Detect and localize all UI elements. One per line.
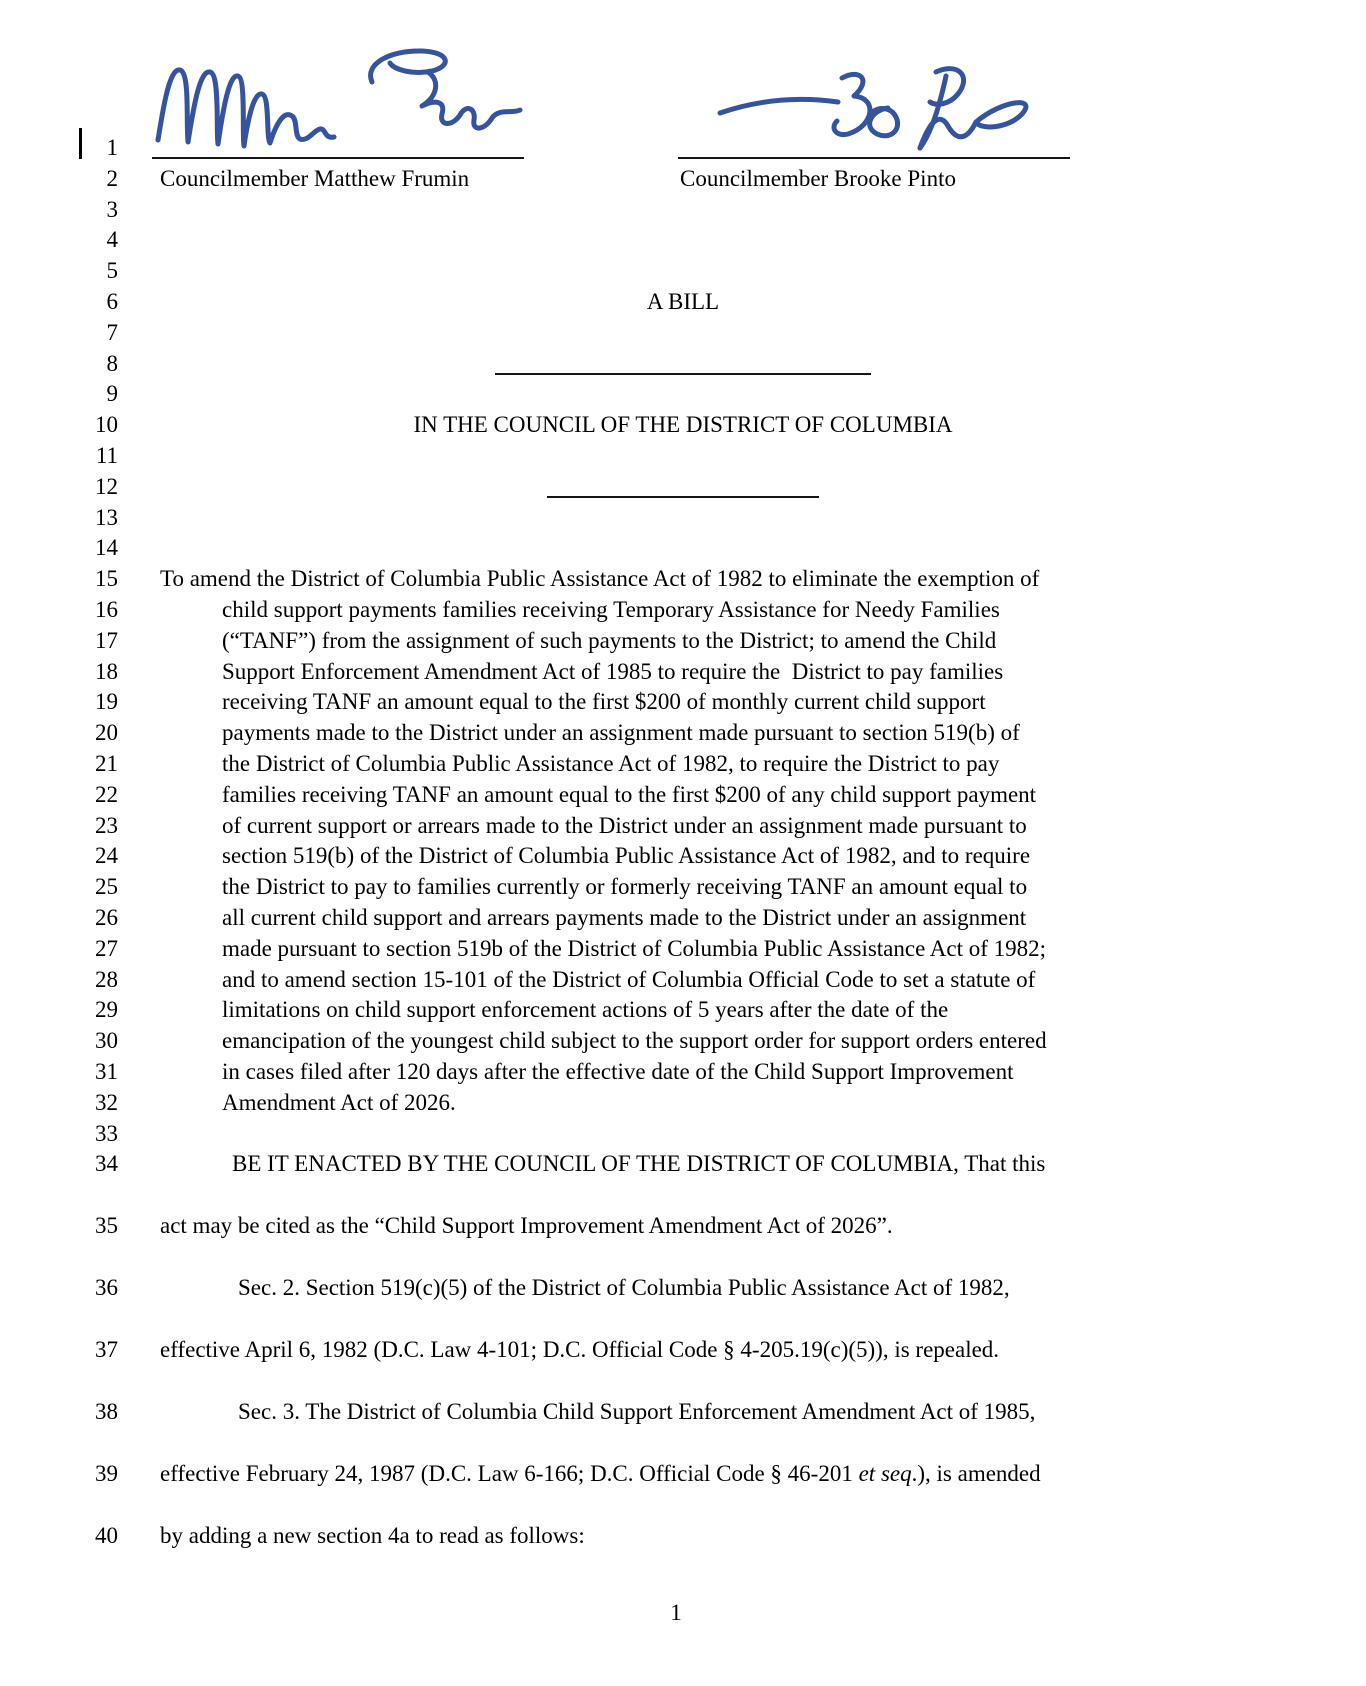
line-row-28 xyxy=(0,965,1366,996)
line-row-29 xyxy=(0,995,1366,1026)
line-number: 38 xyxy=(95,1399,118,1425)
body-text: .), is amended xyxy=(911,1461,1041,1487)
line-content: BE IT ENACTED BY THE COUNCIL OF THE DISTRICT OF COLUMBIA, That this xyxy=(232,1151,1046,1177)
line-content: Sec. 3. The District of Columbia Child Support Enforcement Amendment Act of 1985, xyxy=(238,1399,1036,1425)
line-row-15 xyxy=(0,564,1366,595)
line-content: Sec. 2. Section 519(c)(5) of the District of Columbia Public Assistance Act of 1982, xyxy=(238,1275,1010,1301)
line-number: 27 xyxy=(95,935,118,961)
line-content xyxy=(160,318,1206,349)
line-number: 25 xyxy=(95,874,118,900)
line-content: act may be cited as the “Child Support Improvement Amendment Act of 2026”. xyxy=(160,1213,893,1239)
line-number: 35 xyxy=(95,1213,118,1239)
line-content: To amend the District of Columbia Public Assistance Act of 1982 to eliminate the exemption of xyxy=(160,566,1040,592)
line-content: the District to pay to families currently or formerly receiving TANF an amount equal to xyxy=(222,874,1028,900)
line-number: 14 xyxy=(95,535,118,561)
line-row-23 xyxy=(0,811,1366,842)
line-content: receiving TANF an amount equal to the first $200 of monthly current child support xyxy=(222,689,986,715)
line-row-12 xyxy=(0,472,1366,503)
body-text: effective February 24, 1987 (D.C. Law 6-166; D.C. Official Code § 46-201 xyxy=(160,1461,859,1487)
page-number: 1 xyxy=(670,1600,682,1625)
line-row-30 xyxy=(0,1026,1366,1057)
line-content xyxy=(160,1459,1206,1490)
line-number: 8 xyxy=(106,350,118,376)
line-number: 12 xyxy=(95,473,118,499)
line-row-34 xyxy=(0,1149,1366,1180)
line-number: 7 xyxy=(106,319,118,345)
signature-rule-left xyxy=(152,157,524,159)
line-content xyxy=(160,133,1206,164)
line-content xyxy=(160,1119,1206,1150)
line-number: 40 xyxy=(95,1523,118,1549)
line-content: families receiving TANF an amount equal to the first $200 of any child support payment xyxy=(222,781,1037,807)
line-number: 31 xyxy=(95,1058,118,1084)
line-row-21 xyxy=(0,749,1366,780)
line-number: 10 xyxy=(95,412,118,438)
line-number: 39 xyxy=(95,1461,118,1487)
line-row-24 xyxy=(0,841,1366,872)
line-row-27 xyxy=(0,934,1366,965)
line-number: 4 xyxy=(106,227,118,253)
line-row-14 xyxy=(0,533,1366,564)
blank-rule xyxy=(547,496,819,498)
line-number: 24 xyxy=(95,843,118,869)
line-content: made pursuant to section 519b of the District of Columbia Public Assistance Act of 1982; xyxy=(222,935,1047,961)
line-row-4 xyxy=(0,225,1366,256)
line-content xyxy=(160,379,1206,410)
centered-heading: IN THE COUNCIL OF THE DISTRICT OF COLUMBIA xyxy=(413,412,953,438)
line-number: 11 xyxy=(95,442,118,468)
line-content xyxy=(160,503,1206,534)
line-row-26 xyxy=(0,903,1366,934)
line-row-9 xyxy=(0,379,1366,410)
line-row-17 xyxy=(0,626,1366,657)
line-row-16 xyxy=(0,595,1366,626)
line-content xyxy=(160,225,1206,256)
line-number: 1 xyxy=(106,135,118,160)
line-number: 3 xyxy=(106,196,118,222)
line-number: 22 xyxy=(95,781,118,807)
line-number: 23 xyxy=(95,812,118,838)
line-number: 20 xyxy=(95,720,118,746)
line-content: Amendment Act of 2026. xyxy=(222,1089,456,1115)
line-number: 37 xyxy=(95,1337,118,1363)
line-number: 17 xyxy=(95,627,118,653)
line-content: emancipation of the youngest child subject to the support order for support orders entered xyxy=(222,1028,1047,1054)
line-number: 34 xyxy=(95,1151,118,1177)
line-row-31 xyxy=(0,1057,1366,1088)
line-content: payments made to the District under an assignment made pursuant to section 519(b) of xyxy=(222,720,1020,746)
line-content: effective April 6, 1982 (D.C. Law 4-101; D.C. Official Code § 4-205.19(c)(5)), is repealed. xyxy=(160,1337,1000,1363)
line-number: 18 xyxy=(95,658,118,684)
line-content: section 519(b) of the District of Columbia Public Assistance Act of 1982, and to require xyxy=(222,843,1031,869)
line-number: 26 xyxy=(95,904,118,930)
line-content xyxy=(160,164,1206,195)
line-row-6 xyxy=(0,287,1366,318)
line-row-1 xyxy=(0,133,1366,164)
line-number: 2 xyxy=(106,165,118,191)
line-content: Support Enforcement Amendment Act of 1985 to require the District to pay families xyxy=(222,658,1004,684)
line-content xyxy=(160,441,1206,472)
line-row-33 xyxy=(0,1119,1366,1150)
line-number: 30 xyxy=(95,1028,118,1054)
line-row-32 xyxy=(0,1088,1366,1119)
italic-text: et seq xyxy=(858,1461,912,1487)
line-row-10 xyxy=(0,410,1366,441)
line-row-5 xyxy=(0,256,1366,287)
line-content: of current support or arrears made to the District under an assignment made pursuant to xyxy=(222,812,1027,838)
line-row-35 xyxy=(0,1211,1366,1242)
line-number: 28 xyxy=(95,966,118,992)
blank-rule xyxy=(495,373,871,375)
line-row-40 xyxy=(0,1521,1366,1552)
line-row-3 xyxy=(0,195,1366,226)
numbered-lines xyxy=(0,133,1366,1552)
line-content: in cases filed after 120 days after the effective date of the Child Support Improvement xyxy=(222,1058,1014,1084)
line-number: 13 xyxy=(95,504,118,530)
line-row-20 xyxy=(0,718,1366,749)
line-row-7 xyxy=(0,318,1366,349)
line-content: all current child support and arrears payments made to the District under an assignment xyxy=(222,904,1027,930)
line-row-22 xyxy=(0,780,1366,811)
line-row-13 xyxy=(0,503,1366,534)
line-row-25 xyxy=(0,872,1366,903)
line-number: 5 xyxy=(106,258,118,284)
line-number: 9 xyxy=(106,381,118,407)
line-row-39 xyxy=(0,1459,1366,1490)
line-content: and to amend section 15-101 of the District of Columbia Official Code to set a statute of xyxy=(222,966,1036,992)
line-row-36 xyxy=(0,1273,1366,1304)
signature-rule-right xyxy=(678,157,1070,159)
line-content xyxy=(160,349,1206,380)
line-content: child support payments families receiving Temporary Assistance for Needy Families xyxy=(222,596,1000,622)
line-content: the District of Columbia Public Assistance Act of 1982, to require the District to pay xyxy=(222,750,1000,776)
line-row-2 xyxy=(0,164,1366,195)
line-number: 19 xyxy=(95,689,118,715)
line-content xyxy=(160,472,1206,503)
line-number: 32 xyxy=(95,1089,118,1115)
line-number: 16 xyxy=(95,596,118,622)
line-row-19 xyxy=(0,687,1366,718)
line-row-37 xyxy=(0,1335,1366,1366)
line-number: 29 xyxy=(95,997,118,1023)
line-content: (“TANF”) from the assignment of such payments to the District; to amend the Child xyxy=(222,627,997,653)
line-number: 6 xyxy=(106,288,118,314)
signatory-name: Councilmember Matthew Frumin xyxy=(160,165,470,191)
line-content: limitations on child support enforcement actions of 5 years after the date of the xyxy=(222,997,949,1023)
line-number: 33 xyxy=(95,1120,118,1146)
line-content xyxy=(160,256,1206,287)
line-row-11 xyxy=(0,441,1366,472)
centered-heading: A BILL xyxy=(646,288,720,314)
signatory-name: Councilmember Brooke Pinto xyxy=(680,165,956,191)
line-content xyxy=(160,195,1206,226)
line-number: 21 xyxy=(95,750,118,776)
line-number: 15 xyxy=(95,566,118,592)
line-row-38 xyxy=(0,1397,1366,1428)
line-row-8 xyxy=(0,349,1366,380)
line-row-18 xyxy=(0,657,1366,688)
line-content: by adding a new section 4a to read as follows: xyxy=(160,1523,585,1549)
line-content xyxy=(160,533,1206,564)
line-number: 36 xyxy=(95,1275,118,1301)
